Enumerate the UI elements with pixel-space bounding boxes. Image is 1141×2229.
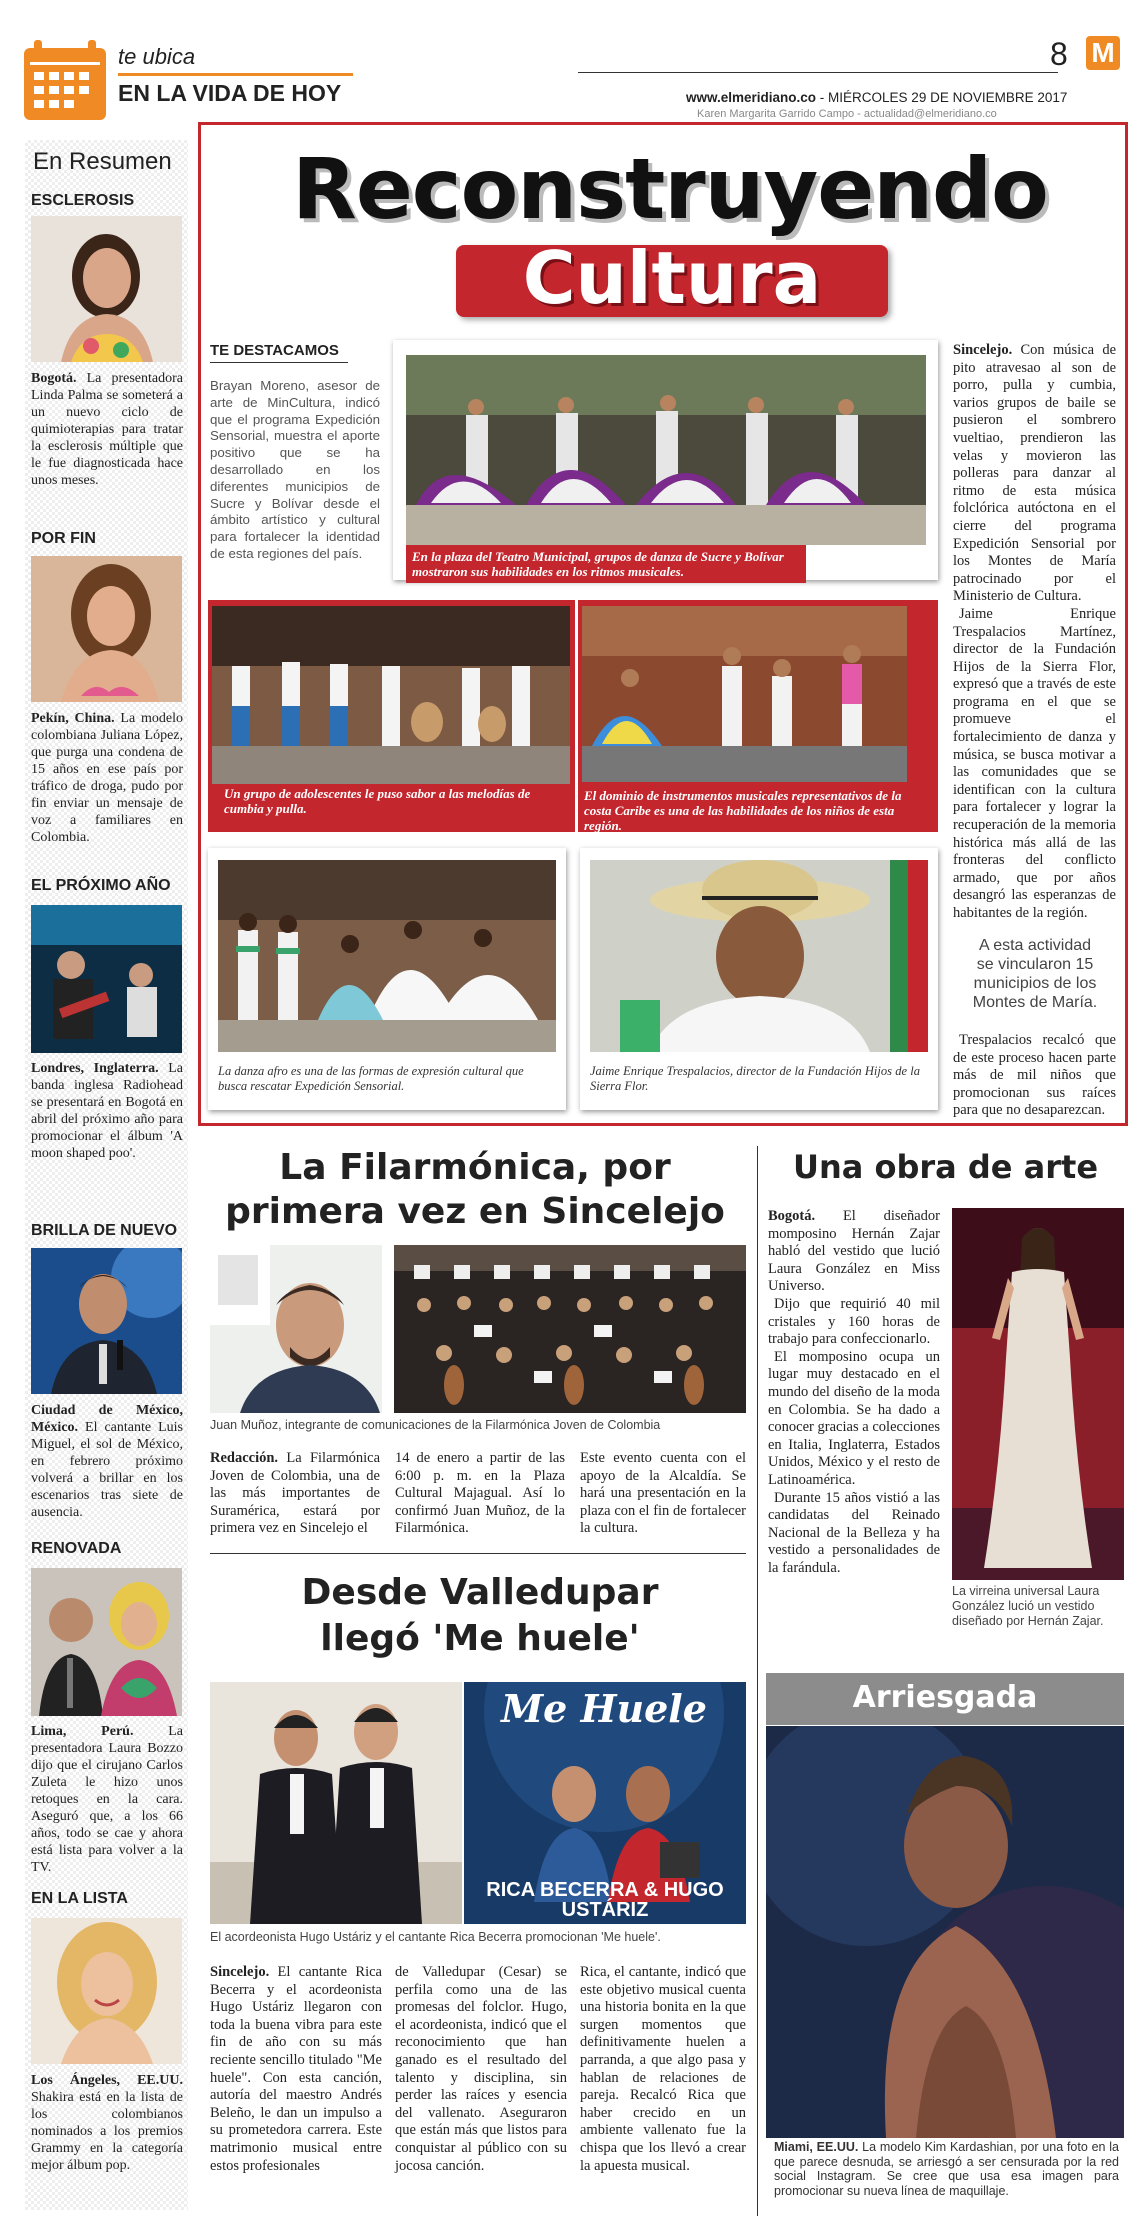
feature-place: Sincelejo. (953, 342, 1013, 358)
feature-text: Con música de pito atravesao al son de porro, pulla y cumbia, varios grupos de baile se pusieron el sombrero vueltiao, prendieron las velas y movieron las polleras para danzar al ritmo de esta música folclórica autóctona en el cierre del programa Expedición Sensorial por los Montes de María patrocinado por el Ministerio de Cultura. (953, 342, 1117, 605)
date: - MIÉRCOLES 29 DE NOVIEMBRE 2017 (819, 90, 1068, 105)
sidebar-body: La banda inglesa Radiohead se presentará en Bogotá en abril del próximo año para promocionar el álbum 'A moon shaped poo'. (31, 1061, 183, 1161)
sidebar-text (31, 710, 183, 846)
header (0, 0, 1141, 125)
destacamos-label: TE DESTACAMOS (210, 342, 339, 359)
photo-caption: El dominio de instrumentos musicales representativos de la costa Caribe es una de las habilidades de los niños de esta región. (584, 788, 902, 833)
header-rule (578, 72, 1058, 73)
feature-title: Reconstruyendo (292, 140, 1048, 238)
sidebar (25, 140, 188, 2210)
page-number: 8 (1050, 36, 1068, 72)
poster-me-huele (464, 1682, 746, 1924)
tagline-small: te ubica (118, 44, 196, 69)
feature-paragraph (953, 342, 1116, 606)
sidebar-title: En Resumen (33, 148, 172, 175)
filarmonica-col1 (210, 1450, 380, 1538)
sidebar-text (31, 1723, 183, 1876)
filarmonica-title: La Filarmónica, por primera vez en Sincelejo (225, 1147, 725, 1232)
photo-dancers (406, 355, 926, 545)
arriesgada-caption (774, 2140, 1119, 2198)
sidebar-body: La presentadora Laura Bozzo dijo que el cirujano Carlos Zuleta le hizo unos retoques en la cara. Aseguró que, a los 66 años, todo se cae y ahora está lista para volver a la TV. (31, 1724, 184, 1875)
sidebar-body: La modelo colombiana Juliana López, que purga una condena de 15 años en ese país por tráfico de droga, pudo por fin enviar un mensaje de voz a familiares en Colombia. (31, 711, 183, 845)
obra-paragraph: El momposino ocupa un lugar muy destacado en el mundo del diseño de la moda en Colombia. Se ha dado a conocer gracias a colecciones en Italia, Inglaterra, Estados Unidos, México y el resto de Latinoamérica. (768, 1348, 940, 1488)
photo-orchestra (394, 1245, 746, 1413)
photo-caption: Un grupo de adolescentes le puso sabor a las melodías de cumbia y pulla. (224, 786, 531, 816)
sidebar-place: Lima, Perú. (31, 1724, 134, 1739)
sidebar-photo-shakira (31, 1918, 182, 2064)
sidebar-place: Londres, Inglaterra. (31, 1061, 159, 1076)
filarmonica-col2: 14 de enero a partir de las 6:00 p. m. en la Plaza Cultural Majagual. Así lo confirmó Juan Muñoz, de la Filarmónica. (395, 1450, 565, 1537)
photo-caption: En la plaza del Teatro Municipal, grupos de danza de Sucre y Bolívar mostraron sus habilidades en los ritmos musicales. (406, 545, 806, 583)
poster-artists: RICA BECERRA & HUGO USTÁRIZ (486, 1879, 724, 1921)
sidebar-heading: ESCLEROSIS (31, 192, 135, 209)
feature-subtitle: Cultura (522, 236, 822, 320)
filarmonica-text: La Filarmónica Joven de Colombia, una de las más importantes de Suramérica, estará por primera vez en Sincelejo el (210, 1450, 381, 1537)
section-rule (210, 1553, 746, 1554)
photo-kim-kardashian (766, 1726, 1124, 2138)
sidebar-place: Pekín, China. (31, 711, 115, 726)
sidebar-photo-radiohead (31, 905, 182, 1053)
sidebar-text (31, 370, 183, 489)
tagline-big: EN LA VIDA DE HOY (118, 80, 342, 106)
arriesgada-title: Arriesgada (852, 1680, 1038, 1715)
sidebar-heading: POR FIN (31, 530, 96, 547)
calendar-logo-icon (22, 40, 108, 122)
sidebar-body: La presentadora Linda Palma se someterá a un nuevo ciclo de quimioterapias para tratar la esclerosis múltiple que le fue diagnosticada hace unos meses. (31, 371, 183, 488)
valledupar-text: El cantante Rica Becerra y el acordeonista Hugo Ustáriz llegaron con toda la buena vibra para este fin de año con su más reciente sencillo titulado "Me huele". Con esta canción, autoría del maestro Andrés Beleño, le dan un impulso a su prometedora carrera. Este matrimonio musical entre estos profesionales (210, 1964, 382, 2174)
column-rule (757, 1146, 758, 2216)
valledupar-col3: Rica, el cantante, indicó que este objetivo musical cuenta una historia bonita en la que surgen momentos que definitivamente huelen a parranda, a que algo pasa y hablan de relaciones de pareja. Recalcó Rica que haber crecido en un ambiente vallenato fue la chispa que los llevó a crear la apuesta musical. (580, 1964, 746, 2174)
valledupar-col2: de Valledupar (Cesar) se perfila como una de las promesas del folclor. Hugo, el acordeonista, indicó que el reconocimiento que han ganado es el resultado del talento y disciplina, sin perder las raíces y esencia del vallenato. Aseguraron que están más que listos para conquistar al público con su jocosa canción. (395, 1964, 567, 2174)
destacamos-text: Brayan Moreno, asesor de arte de MinCultura, indicó que el programa Expedición Sensorial, muestra el aporte positivo que se ha desarrollado en los diferentes municipios de Sucre y Bolívar desde el ámbito artístico y cultural para fortalecer la identidad de esta regiones del país. (210, 378, 380, 561)
sidebar-place: Bogotá. (31, 371, 77, 386)
sidebar-place: Ciudad de México, México. (31, 1403, 183, 1435)
sidebar-heading: RENOVADA (31, 1540, 122, 1557)
sidebar-text (31, 2072, 183, 2174)
photo-rica-hugo (210, 1682, 462, 1924)
meridiano-logo: M (1086, 36, 1120, 70)
feature-body (953, 342, 1116, 923)
photo-juan-munoz (210, 1245, 382, 1413)
sidebar-body: Shakira está en la lista de los colombianos nominados a los premios Grammy en la categoría mejor álbum pop. (31, 2090, 183, 2173)
obra-title: Una obra de arte (792, 1148, 1099, 1186)
sidebar-text (31, 1060, 183, 1162)
photo-caption: El acordeonista Hugo Ustáriz y el cantante Rica Becerra promocionan 'Me huele'. (210, 1930, 661, 1944)
feature-paragraph: Trespalacios recalcó que de este proceso hacen parte más de mil niños que promocionan sus raíces para que no desaparezcan. (953, 1032, 1116, 1119)
photo-band-kids (582, 606, 907, 782)
pull-quote: A esta actividad se vincularon 15 municipios de los Montes de María. (972, 937, 1098, 1011)
filarmonica-place: Redacción. (210, 1450, 279, 1466)
obra-text: El diseñador momposino Hernán Zajar habló del vestido que lució Laura González en Miss Universo. (768, 1208, 940, 1295)
photo-caption: La virreina universal Laura González lució un vestido diseñado por Hernán Zajar. (952, 1584, 1104, 1628)
sidebar-body: El cantante Luis Miguel, el sol de México, en febrero próximo volverá a brillar en los escenarios tras siete de ausencia. (31, 1420, 183, 1520)
photo-trespalacios (590, 860, 928, 1052)
obra-place: Bogotá. (768, 1208, 816, 1224)
sidebar-photo-luismiguel (31, 1248, 182, 1394)
obra-body (768, 1208, 940, 1577)
photo-laura-gonzalez (952, 1208, 1124, 1580)
tagline-rule (118, 73, 353, 76)
valledupar-col1 (210, 1964, 382, 2175)
poster-title: Me Huele (501, 1686, 707, 1731)
website-date (686, 90, 1067, 105)
filarmonica-col3: Este evento cuenta con el apoyo de la Alcaldía. Se hará una presentación en la plaza con el fin de fortalecer la cultura. (580, 1450, 746, 1537)
feature-paragraph: Jaime Enrique Trespalacios Martínez, director de la Fundación Hijos de la Sierra Flor, expresó que a través de este programa en el que se promueve el fortalecimiento de danza y música, se busca motivar a las comunidades que se identifican con la cultura para fortalecer y lograr la recuperación de la memoria histórica más allá de las fronteras del conflicto armado, que por años desangró las esperanzas de habitantes de la región. (953, 605, 1116, 921)
destacamos-rule (210, 362, 348, 363)
photo-band-youth (212, 606, 570, 784)
photo-caption: Juan Muñoz, integrante de comunicaciones de la Filarmónica Joven de Colombia (210, 1418, 661, 1432)
author-line: Karen Margarita Garrido Campo - actualidad@elmeridiano.co (697, 108, 997, 120)
sidebar-text (31, 1402, 183, 1521)
valledupar-title: Desde Valledupar llegó 'Me huele' (301, 1572, 659, 1659)
sidebar-heading: EN LA LISTA (31, 1890, 128, 1907)
sidebar-photo-laurabozzo (31, 1568, 182, 1716)
valledupar-place: Sincelejo. (210, 1964, 270, 1980)
sidebar-photo-linda (31, 216, 182, 362)
photo-caption: La danza afro es una de las formas de expresión cultural que busca rescatar Expedición Sensorial. (218, 1064, 524, 1093)
obra-paragraph (768, 1208, 940, 1296)
photo-caption: Jaime Enrique Trespalacios, director de la Fundación Hijos de la Sierra Flor. (590, 1064, 920, 1093)
sidebar-heading: BRILLA DE NUEVO (31, 1222, 178, 1239)
arriesgada-place: Miami, EE.UU. (774, 2140, 859, 2154)
sidebar-photo-juliana (31, 556, 182, 702)
obra-paragraph: Dijo que requirió 40 mil cristales y 160 horas de trabajo para confeccionarlo. (768, 1295, 940, 1348)
sidebar-place: Los Ángeles, EE.UU. (31, 2073, 183, 2088)
website[interactable]: www.elmeridiano.co (686, 90, 817, 105)
obra-paragraph: Durante 15 años vistió a las candidatas del Reinado Nacional de la Belleza y ha vestido a personalidades de la farándula. (768, 1489, 940, 1576)
sidebar-heading: EL PRÓXIMO AÑO (31, 877, 171, 894)
photo-afro-dance (218, 860, 556, 1052)
arriesgada-text: La modelo Kim Kardashian, por una foto en la que parece desnuda, se arriesgó a ser censurada por la red social Instagram. Se cree que usa esa imagen para promocionar su nueva línea de maquillaje. (774, 2140, 1120, 2198)
